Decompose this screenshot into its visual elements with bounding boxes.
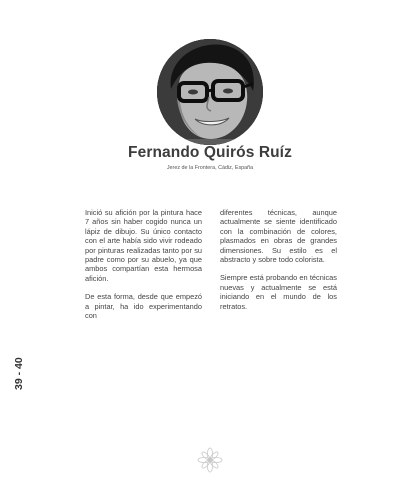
- bio-column-left: [85, 208, 202, 329]
- bio-paragraph: diferentes técnicas, aunque actualmente se siente identificado con la combinación de colores, plasmados en obras de grandes dimensiones. Su estilo es el abstracto y sobre todo colorista.: [220, 208, 337, 265]
- floral-ornament-icon: [196, 446, 224, 474]
- artist-location: Jerez de la Frontera, Cádiz, España: [166, 165, 254, 171]
- artist-name: Fernando Quirós Ruíz: [128, 144, 292, 161]
- page-numbers: 39 - 40: [13, 357, 25, 390]
- bio-paragraph: Siempre está probando en técnicas nuevas y actualmente se está iniciando en el mundo de los retratos.: [220, 273, 337, 311]
- artist-portrait: [157, 39, 263, 145]
- bio-paragraph: Inició su afición por la pintura hace 7 años sin haber cogido nunca un lápiz de dibujo. Su único contacto con el arte había sido vivir rodeado por pinturas realizadas tanto por su padre como por su abuelo, ya que ambos compartían esta hermosa afición.: [85, 208, 202, 283]
- bio-paragraph: De esta forma, desde que empezó a pintar, ha ido experimentando con: [85, 292, 202, 321]
- portrait-image: [157, 39, 263, 145]
- bio-column-right: [220, 208, 337, 320]
